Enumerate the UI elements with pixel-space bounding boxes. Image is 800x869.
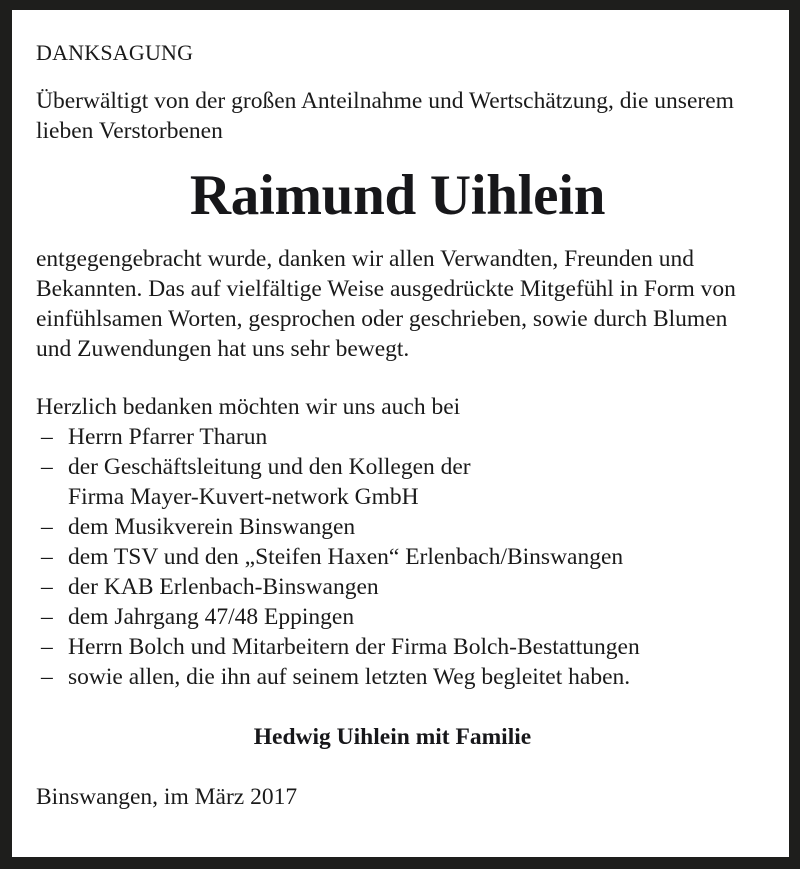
list-dash-marker: –: [41, 424, 53, 450]
thanks-item-text: der KAB Erlenbach-Binswangen: [68, 574, 379, 600]
thanks-item-text: dem Jahrgang 47/48 Eppingen: [68, 604, 355, 630]
thanks-item-text: dem TSV und den „Steifen Haxen“ Erlenbach/Binswangen: [68, 544, 624, 570]
obituary-notice-card: [12, 10, 789, 857]
thanks-item-text: der Geschäftsleitung und den Kollegen der: [68, 454, 471, 480]
thanks-list-item: [36, 422, 759, 452]
thanks-list-item: [36, 602, 759, 632]
thanks-item-text: dem Musikverein Binswangen: [68, 514, 356, 540]
thanks-list-item: [36, 452, 759, 512]
thanks-list-item: [36, 572, 759, 602]
thanks-list: [36, 422, 759, 692]
thanks-intro: Herzlich bedanken möchten wir uns auch bei: [36, 394, 461, 420]
list-dash-marker: –: [41, 604, 53, 630]
deceased-name: Raimund Uihlein: [189, 164, 606, 227]
thanks-list-item: [36, 542, 759, 572]
list-dash-marker: –: [41, 454, 53, 480]
thanks-item-continuation: Firma Mayer-Kuvert-network GmbH: [68, 484, 419, 510]
thanks-item-text: Herrn Pfarrer Tharun: [68, 424, 268, 450]
signature-line: Hedwig Uihlein mit Familie: [253, 724, 532, 750]
list-dash-marker: –: [41, 574, 53, 600]
list-dash-marker: –: [41, 544, 53, 570]
thanks-list-item: [36, 662, 759, 692]
lead-paragraph: Überwältigt von der großen Anteilnahme und Wertschätzung, die unserem lieben Verstorbenen: [36, 88, 734, 144]
thanks-item-text: sowie allen, die ihn auf seinem letzten Weg begleitet haben.: [68, 664, 631, 690]
thanks-list-item: [36, 512, 759, 542]
notice-kicker: DANKSAGUNG: [36, 40, 194, 65]
list-dash-marker: –: [41, 664, 53, 690]
list-dash-marker: –: [41, 514, 53, 540]
list-dash-marker: –: [41, 634, 53, 660]
thanks-list-item: [36, 632, 759, 662]
body-paragraph: entgegengebracht wurde, danken wir allen Verwandten, Freunden und Bekannten. Das auf vielfältige Weise ausgedrückte Mitgefühl in Form von einfühlsamen Worten, gesprochen oder geschrieben, sowie durch Blumen und Zuwendungen hat uns sehr bewegt.: [36, 246, 736, 362]
thanks-item-text: Herrn Bolch und Mitarbeitern der Firma Bolch-Bestattungen: [68, 634, 640, 660]
place-and-date: Binswangen, im März 2017: [36, 784, 298, 810]
